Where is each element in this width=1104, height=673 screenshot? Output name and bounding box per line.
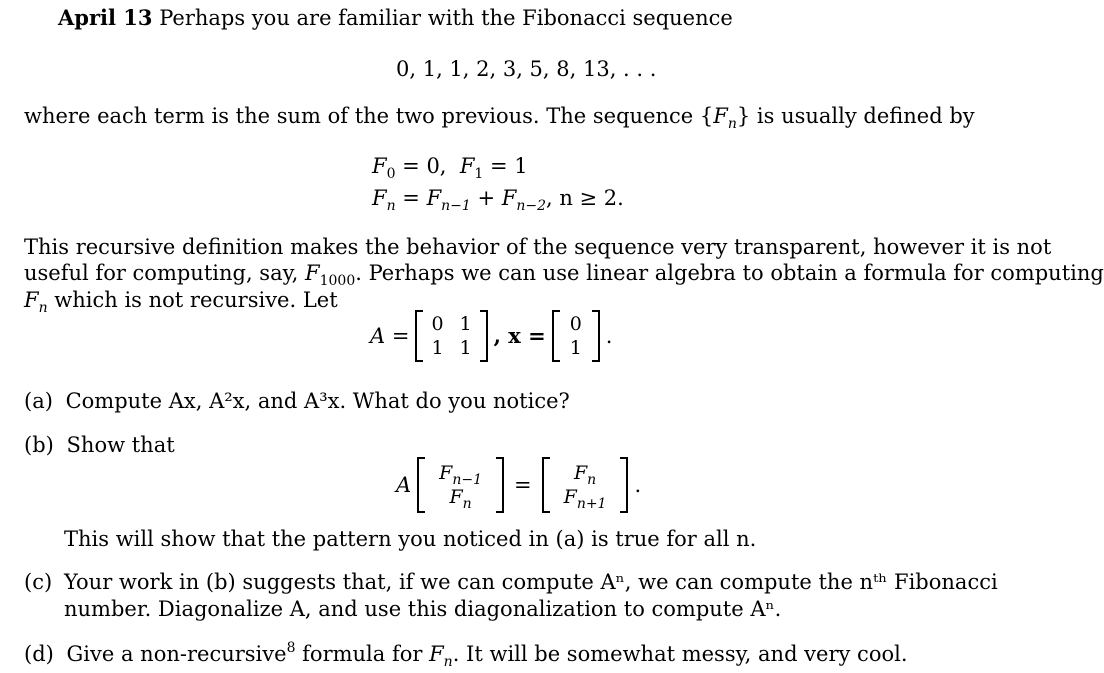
lhs-bot-sub: n — [462, 496, 472, 512]
definition-text-start: where each term is the sum of the two previous. The sequence { — [24, 104, 714, 128]
lhs-top-sub: n−1 — [452, 472, 483, 488]
definition-text-end: } is usually defined by — [736, 104, 975, 128]
rhs-top-sub: n — [587, 472, 597, 488]
right-bracket — [480, 310, 488, 362]
matrix-a-cell: 1 — [459, 337, 472, 359]
f1000-sub: 1000 — [319, 273, 356, 289]
vector-x-label: , x = — [493, 323, 546, 348]
part-a — [24, 388, 570, 414]
matrix-a — [415, 310, 487, 362]
part-a-text: Compute Ax, A²x, and A³x. What do you notice? — [65, 389, 570, 413]
part-b-equation — [396, 457, 641, 513]
eq-sign: = — [514, 473, 532, 497]
eq-period: . — [634, 473, 642, 497]
para2-line2-end: . Perhaps we can use linear algebra to obtain a formula for computing — [355, 261, 1104, 285]
rec-t1: F — [426, 186, 442, 210]
f1000-var: F — [305, 261, 320, 285]
rec-t1-sub: n−1 — [441, 198, 471, 214]
part-d — [24, 640, 908, 670]
vector-x — [552, 310, 600, 362]
eq-matrix-a: A — [396, 473, 412, 497]
matrix-definition — [370, 310, 612, 362]
fn-var: F — [24, 288, 39, 312]
rhs-bot-sub: n+1 — [576, 496, 607, 512]
part-b — [24, 432, 175, 458]
right-bracket — [592, 310, 600, 362]
rhs-bot — [563, 485, 607, 512]
matrix-a-label: A = — [370, 324, 410, 348]
part-d-text-c: . It will be somewhat messy, and very cool. — [452, 642, 908, 666]
f1-val: = 1 — [483, 154, 528, 178]
rhs-vector-cells — [550, 461, 621, 512]
base-case — [372, 153, 528, 182]
header-line — [58, 5, 733, 31]
rec-lhs-sub: n — [386, 198, 396, 214]
rec-eq: = — [395, 186, 427, 210]
vector-x-cells — [560, 312, 592, 360]
rec-plus: + — [470, 186, 502, 210]
right-bracket — [620, 457, 628, 513]
para2-line2-start: useful for computing, say, — [24, 261, 306, 285]
sequence-sub: n — [727, 116, 737, 132]
part-c-line2: number. Diagonalize A, and use this diagonalization to compute Aⁿ. — [64, 597, 782, 621]
matrix-def-period: . — [605, 324, 613, 348]
problem-date: April 13 — [58, 5, 153, 30]
part-b-label: (b) — [24, 433, 54, 457]
right-bracket — [496, 457, 504, 513]
matrix-a-cell: 1 — [459, 313, 472, 335]
vector-x-cell: 0 — [569, 313, 582, 335]
intro-text: Perhaps you are familiar with the Fibonacci sequence — [159, 6, 733, 30]
left-bracket — [417, 457, 425, 513]
para2-line3-end: which is not recursive. Let — [47, 288, 338, 312]
sequence-display: 0, 1, 1, 2, 3, 5, 8, 13, . . . — [396, 57, 657, 81]
part-b-after: This will show that the pattern you noticed in (a) is true for all n. — [64, 527, 757, 551]
recurrence — [372, 185, 624, 214]
left-bracket — [552, 310, 560, 362]
part-c-line1: Your work in (b) suggests that, if we can compute Aⁿ, we can compute the nᵗʰ Fibonacci — [64, 570, 998, 594]
footnote-marker: 8 — [286, 640, 296, 656]
f1-var: F — [459, 154, 475, 178]
vector-x-cell: 1 — [569, 337, 582, 359]
lhs-bot-var: F — [449, 486, 463, 508]
part-d-sub: n — [443, 654, 453, 670]
part-d-text-a: Give a non-recursive — [66, 642, 287, 666]
part-d-label: (d) — [24, 642, 54, 666]
left-bracket — [415, 310, 423, 362]
f1-sub: 1 — [474, 166, 484, 182]
part-b-text: Show that — [66, 433, 175, 457]
lhs-bot — [449, 485, 472, 512]
lhs-vector-cells — [425, 461, 496, 512]
f0-val: = 0, — [395, 154, 460, 178]
rec-lhs: F — [372, 186, 387, 210]
fn-sub: n — [38, 300, 48, 316]
rec-t2-sub: n−2 — [516, 198, 546, 214]
part-a-label: (a) — [24, 389, 53, 413]
lhs-top — [439, 461, 483, 488]
part-d-var: F — [429, 642, 444, 666]
sequence-var: F — [713, 104, 728, 128]
part-c-label: (c) — [24, 570, 53, 594]
rec-cond: , n ≥ 2. — [545, 186, 624, 210]
definition-sentence — [24, 103, 975, 132]
rhs-top-var: F — [573, 462, 588, 484]
left-bracket — [542, 457, 550, 513]
rhs-bot-var: F — [563, 486, 577, 508]
lhs-top-var: F — [439, 462, 453, 484]
para2-line3 — [24, 287, 338, 316]
matrix-a-cell: 0 — [431, 313, 444, 335]
para2-line2 — [24, 260, 1104, 289]
lhs-vector — [417, 457, 504, 513]
part-d-text-b: formula for — [295, 642, 430, 666]
rhs-vector — [542, 457, 629, 513]
f0-sub: 0 — [386, 166, 396, 182]
matrix-a-cell: 1 — [431, 337, 444, 359]
para2-line1: This recursive definition makes the behavior of the sequence very transparent, however it is not — [24, 235, 1052, 259]
rhs-top — [573, 461, 597, 488]
rec-t2: F — [501, 186, 517, 210]
matrix-a-cells — [423, 312, 479, 360]
part-d-text — [66, 640, 908, 670]
f0-var: F — [372, 154, 387, 178]
